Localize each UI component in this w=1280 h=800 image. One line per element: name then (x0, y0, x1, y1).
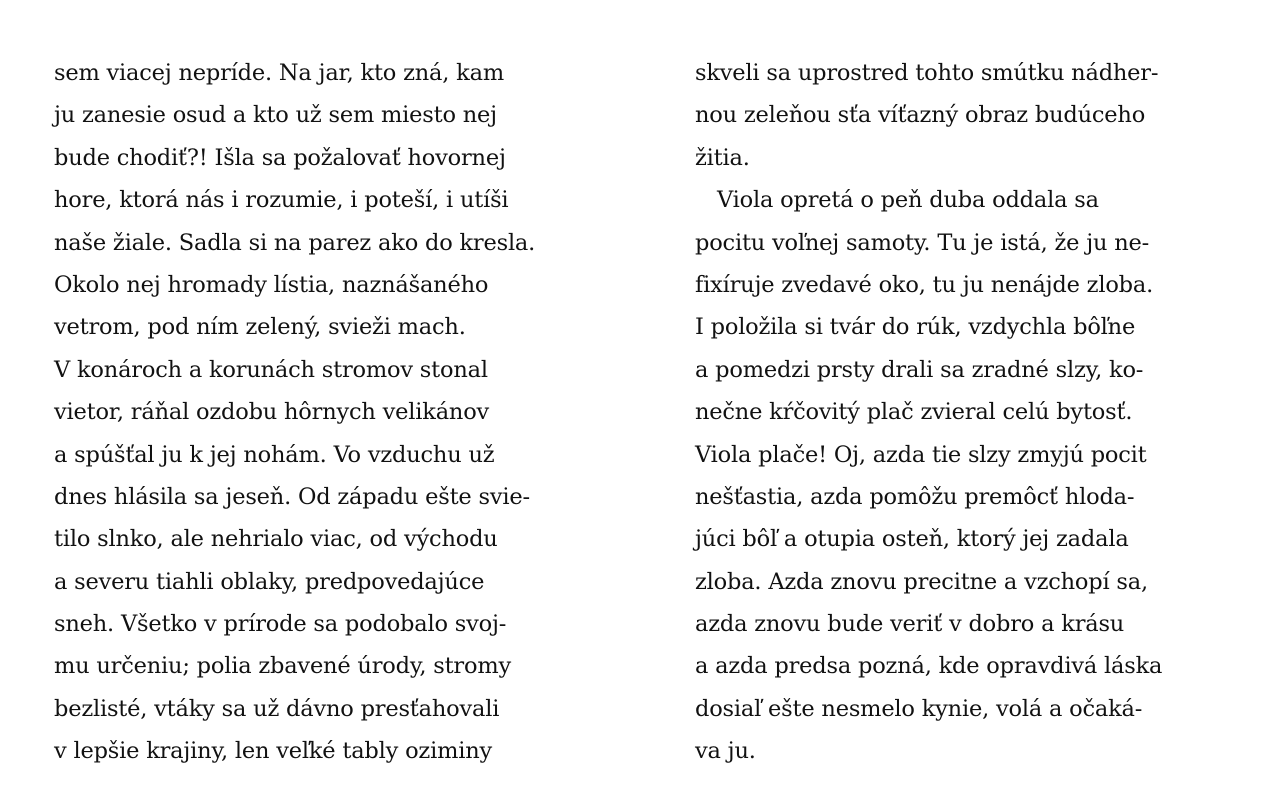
text-line: skveli sa uprostred tohto smútku nádher- (695, 60, 1159, 86)
text-line: pocitu voľnej samoty. Tu je istá, že ju ne- (695, 229, 1150, 256)
text-line: žitia. (695, 144, 750, 171)
text-line: mu určeniu; polia zbavené úrody, stromy (54, 653, 511, 680)
text-line: vetrom, pod ním zelený, svieži mach. (54, 314, 466, 341)
text-line: a spúšťal ju k jej nohám. Vo vzduchu už (54, 441, 495, 468)
text-line: naše žiale. Sadla si na parez ako do kresla. (54, 229, 536, 256)
text-line: dosiaľ ešte nesmelo kynie, volá a očaká- (695, 695, 1143, 722)
left-page-column (54, 52, 614, 773)
right-page-column (695, 52, 1255, 773)
paragraph-start-line: Viola opretá o peň duba oddala sa (717, 187, 1099, 214)
text-line: v lepšie krajiny, len veľké tably oziminy (54, 738, 493, 765)
text-line: V konároch a korunách stromov stonal (54, 356, 488, 383)
text-line: nešťastia, azda pomôžu premôcť hloda- (695, 483, 1135, 510)
text-line: júci bôľ a otupia osteň, ktorý jej zadala (695, 526, 1129, 553)
text-line: a severu tiahli oblaky, predpovedajúce (54, 568, 485, 595)
text-line: a azda predsa pozná, kde opravdivá láska (695, 653, 1163, 680)
text-line: nou zeleňou sťa víťazný obraz budúceho (695, 102, 1146, 129)
text-line: a pomedzi prsty drali sa zradné slzy, ko- (695, 356, 1144, 383)
text-line: zloba. Azda znovu precitne a vzchopí sa, (695, 568, 1148, 595)
text-line: dnes hlásila sa jeseň. Od západu ešte svie- (54, 483, 530, 510)
text-line: bezlisté, vtáky sa už dávno presťahovali (54, 695, 500, 722)
text-line: vietor, ráňal ozdobu hôrnych velikánov (54, 399, 490, 426)
text-line: fixíruje zvedavé oko, tu ju nenájde zloba. (695, 271, 1154, 298)
text-line: sem viacej nepríde. Na jar, kto zná, kam (54, 60, 504, 86)
text-line: I položila si tvár do rúk, vzdychla bôľne (695, 314, 1136, 341)
text-line: bude chodiť?! Išla sa požalovať hovornej (54, 144, 506, 171)
text-line: va ju. (695, 738, 756, 765)
text-line: hore, ktorá nás i rozumie, i poteší, i utíši (54, 187, 509, 214)
text-line: Okolo nej hromady lístia, naznášaného (54, 271, 489, 298)
text-line: sneh. Všetko v prírode sa podobalo svoj- (54, 611, 507, 638)
text-line: nečne kŕčovitý plač zvieral celú bytosť. (695, 399, 1133, 426)
text-line: Viola plače! Oj, azda tie slzy zmyjú pocit (695, 441, 1147, 468)
text-line: ju zanesie osud a kto už sem miesto nej (54, 102, 497, 129)
text-line: azda znovu bude veriť v dobro a krásu (695, 611, 1125, 638)
text-line: tilo slnko, ale nehrialo viac, od východu (54, 526, 498, 553)
